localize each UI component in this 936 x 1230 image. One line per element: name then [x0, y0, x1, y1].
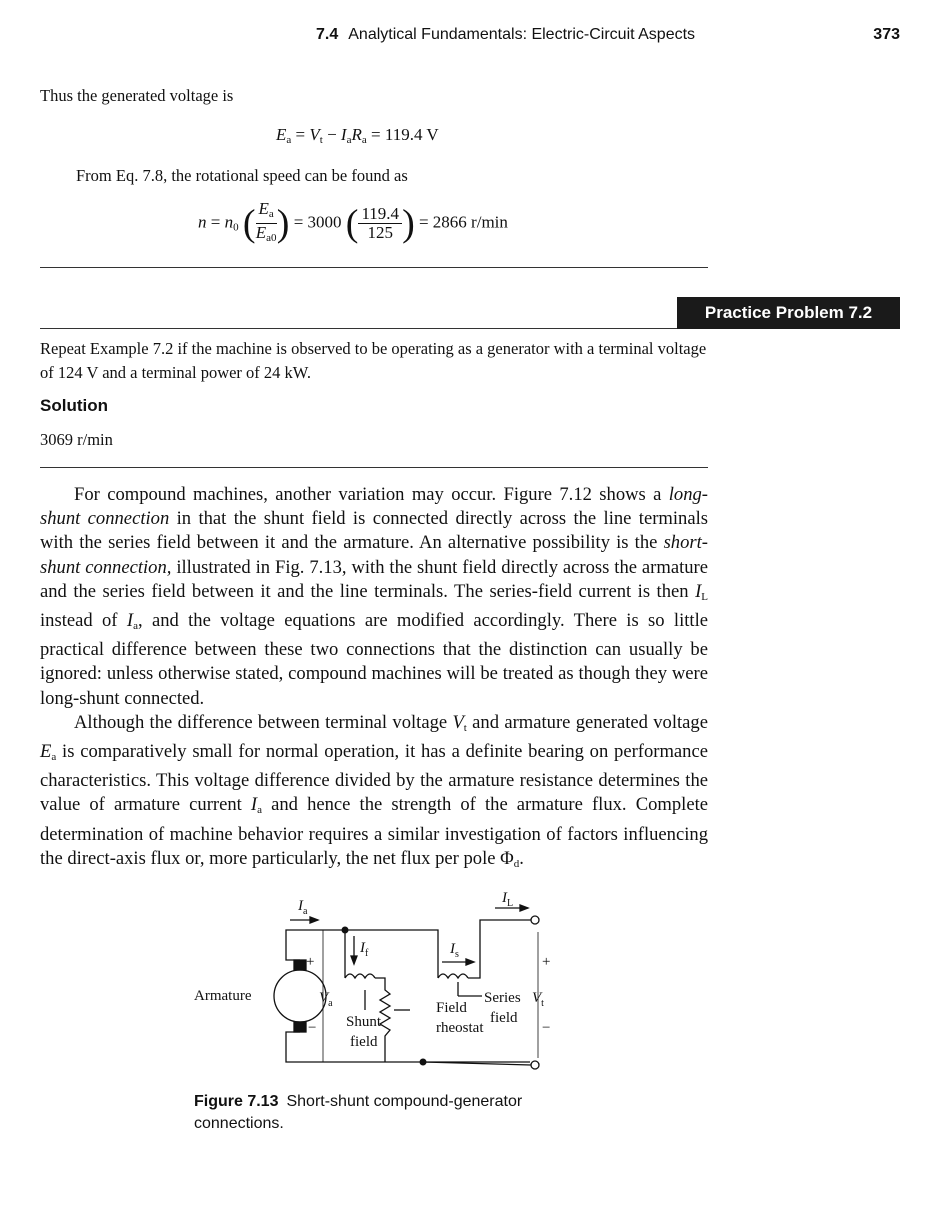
- sym-ia: I: [126, 610, 134, 632]
- practice-problem-badge: Practice Problem 7.2: [677, 297, 900, 329]
- practice-top-rule: [40, 328, 677, 329]
- sym-il-sub: L: [701, 590, 708, 603]
- label-minus-armature: −: [308, 1020, 317, 1036]
- ia-arrow-head: [310, 917, 318, 923]
- section-title: Analytical Fundamentals: Electric-Circuit Aspects: [348, 26, 696, 43]
- if-arrow-head: [351, 956, 357, 964]
- eq-ra-sub: a: [361, 134, 367, 146]
- label-il-sub: L: [507, 898, 514, 909]
- paragraph-compound: [40, 483, 708, 711]
- practice-text: Repeat Example 7.2 if the machine is observed to be operating as a generator with a terminal voltage of 124 V and a terminal power of 24 kW.: [40, 339, 707, 382]
- p1-a: For compound machines, another variation may occur. Figure 7.12 shows a: [74, 484, 669, 505]
- p1-d: instead of: [40, 610, 127, 632]
- terminal-top: [531, 916, 539, 924]
- frac1-den: E: [255, 223, 267, 242]
- eq-result: = 119.4 V: [371, 125, 439, 144]
- practice-bottom-rule: [40, 467, 708, 468]
- label-if: [359, 940, 369, 959]
- eq-vt-sub: t: [319, 134, 323, 146]
- eq-ia-sub: a: [346, 134, 352, 146]
- term-short-shunt: short-shunt connection,: [40, 532, 708, 578]
- eq-n0-sub: 0: [233, 221, 239, 234]
- eq-ea-sub: a: [286, 134, 292, 146]
- p1-b: in that the shunt field is connected directly across the line terminals with the series field between it and the armature. An alternative possibility is the: [40, 508, 708, 554]
- frac2-den: 125: [367, 223, 393, 242]
- label-plus-armature: +: [306, 954, 315, 970]
- label-vt-main: V: [532, 990, 542, 1006]
- wire-to-series: [345, 930, 438, 978]
- p2-d: and hence the strength of the armature flux. Complete determination of machine behavior requires a similar investigation of factors influencing the direct-axis flux or, more particularly, the net flux per pole: [40, 794, 708, 869]
- sym-ia2-sub: a: [257, 804, 263, 817]
- frac1-num-sub: a: [268, 208, 274, 220]
- label-vt-sub: t: [541, 998, 544, 1009]
- page-number: 373: [873, 26, 900, 43]
- p2-e: .: [519, 847, 524, 869]
- shunt-field-coil: [345, 974, 375, 978]
- label-is-sub: s: [455, 949, 459, 960]
- p1-c: illustrated in Fig. 7.13, with the shunt field directly across the armature and the series field between it and the line terminals. The series-field current is then: [40, 556, 708, 602]
- sym-ia-sub: a: [133, 620, 138, 633]
- figure-number: Figure 7.13: [194, 1093, 279, 1110]
- speed-line: From Eq. 7.8, the rotational speed can be found as: [76, 166, 408, 185]
- frac1-num: E: [258, 199, 269, 218]
- il-arrow-head: [520, 905, 528, 911]
- eq-coef: = 3000: [293, 212, 342, 232]
- figure-caption-text: Short-shunt compound-generator connections.: [194, 1093, 523, 1132]
- body-text: [40, 483, 708, 876]
- label-il-main: I: [502, 890, 507, 906]
- sym-vt-sub: t: [463, 721, 467, 734]
- sym-phi-sub: d: [513, 857, 520, 870]
- p2-a: Although the difference between terminal voltage: [74, 711, 453, 733]
- header-section: [316, 26, 695, 44]
- intro-line: Thus the generated voltage is: [40, 86, 234, 105]
- label-rheostat: rheostat: [436, 1020, 484, 1036]
- sym-il: I: [695, 580, 702, 602]
- sym-ia2: I: [250, 794, 258, 816]
- eq-vt: V: [309, 125, 320, 144]
- label-ia: [297, 898, 308, 917]
- sym-vt: V: [452, 711, 464, 733]
- sym-ea-sub: a: [51, 751, 57, 764]
- p2-b: and armature generated voltage: [466, 711, 708, 733]
- label-armature: Armature: [194, 988, 252, 1004]
- label-ia-main: I: [298, 898, 303, 914]
- brush-bottom: [294, 1022, 306, 1032]
- paragraph-voltage-difference: [40, 711, 708, 876]
- frac2-num: 119.4: [358, 205, 402, 224]
- label-ia-sub: a: [303, 906, 308, 917]
- label-va-sub: a: [328, 998, 333, 1009]
- short-shunt-circuit-diagram: [190, 890, 570, 1080]
- p2-c: is comparatively small for normal operation, it has a definite bearing on performance characteristics. This voltage difference divided by the armature resistance determines the value of armature current: [40, 741, 708, 816]
- label-is-main: I: [450, 941, 455, 957]
- wire-armature-top: [286, 930, 345, 960]
- label-il: [501, 890, 513, 909]
- eq2-result: = 2866 r/min: [418, 212, 508, 232]
- equation-generated-voltage: $E_a = V_t - I_aR_a = 119.4$ V: [276, 125, 439, 146]
- label-if-main: I: [360, 940, 365, 956]
- label-minus-terminal: −: [542, 1020, 551, 1036]
- sym-phi: Φ: [500, 847, 514, 869]
- eq-n: n: [198, 212, 207, 232]
- junction-bottom: [420, 1059, 427, 1066]
- label-if-sub: f: [365, 948, 369, 959]
- brush-top: [294, 960, 306, 970]
- eq-ia: I: [340, 125, 347, 144]
- is-arrow-head: [466, 959, 474, 965]
- example-end-rule: [40, 267, 708, 268]
- series-field-coil: [438, 974, 468, 978]
- solution-label: Solution: [40, 396, 108, 415]
- label-is: [449, 941, 459, 960]
- solution-value: 3069 r/min: [40, 430, 113, 449]
- eq-fraction-1: [256, 200, 277, 247]
- label-plus-terminal: +: [542, 954, 551, 970]
- terminal-bottom: [531, 1061, 539, 1069]
- label-field: Field: [436, 1000, 467, 1016]
- sym-ea: E: [40, 741, 52, 763]
- label-series: Series: [484, 990, 521, 1006]
- eq-ra: R: [351, 125, 362, 144]
- frac1-den-sub: a0: [266, 232, 277, 244]
- eq-n0: n: [224, 212, 234, 232]
- section-number: 7.4: [316, 26, 339, 43]
- p1-e: , and the voltage equations are modified accordingly. There is so little practical difference between these two connections that the distinction can usually be ignored: unless otherwise stated, compound machines will be treated as though they were long-shunt connected.: [40, 610, 709, 709]
- wire-series-out: [468, 920, 535, 978]
- junction-top: [342, 927, 349, 934]
- figure-caption: [194, 1091, 524, 1135]
- eq-ea: E: [276, 125, 287, 144]
- label-series-field: field: [490, 1010, 518, 1026]
- label-va-main: V: [319, 990, 329, 1006]
- running-header: [0, 26, 936, 48]
- label-shunt-field: field: [350, 1034, 378, 1050]
- label-va: [319, 990, 333, 1009]
- term-long-shunt: long-shunt connection: [40, 484, 708, 530]
- equation-speed: $n = n_0$ ( $\frac{E_a}{E_{a0}}$ ) = 3000 ( $\frac{119.4}{125}$ ) = 2866 r/min: [198, 200, 508, 247]
- eq-fraction-2: [358, 205, 402, 242]
- label-shunt: Shunt: [346, 1014, 382, 1030]
